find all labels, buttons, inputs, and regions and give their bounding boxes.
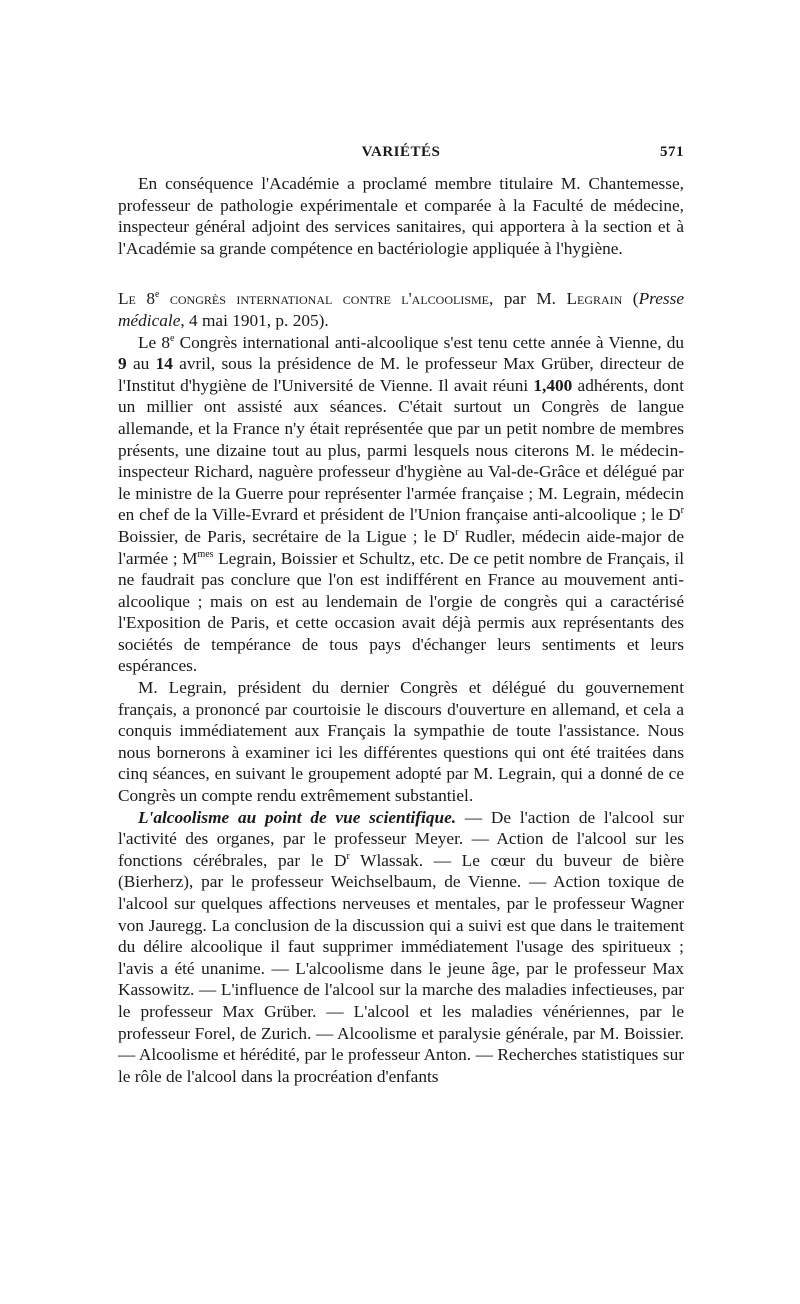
article-body [118, 173, 684, 1087]
section-heading-author: Legrain [566, 289, 623, 309]
paragraph-congres: Le 8e Congrès international anti-alcoolique s'est tenu cette année à Vienne, du 9 au 14 avril, sous la présidence de M. le professeur Max Grüber, directeur de l'Institut d'hygiène de l'Université de Vienne. Il avait réuni 1,400 adhérents, dont un millier ont assisté aux séances. C'était surtout un Congrès de langue allemande, et la France n'y était représentée que par un petit nombre de membres présents, une dizaine tout au plus, parmi lesquels nous citerons M. le médecin-inspecteur Richard, naguère professeur d'hygiène au Val-de-Grâce et délégué par le ministre de la Guerre pour représenter l'armée française ; M. Legrain, médecin en chef de la Ville-Evrard et président de l'Union française anti-alcoolique ; le $D^r$ Boissier, de Paris, secrétaire de la Ligue ; le $D^r$ Rudler, médecin aide-major de l'armée ; $M^{mes}$ Legrain, Boissier et Schultz, etc. De ce petit nombre de Français, il ne faudrait pas conclure que l'on est indifférent en France au mouvement anti-alcoolique ; mais on est au lendemain de l'orgie de congrès qui a caractérisé l'Exposition de Paris, et cette occasion avait déjà permis aux représentants des sociétés de tempérance de tous pays d'échanger leurs sentiments et leurs espérances. [118, 332, 685, 676]
paragraph-legrain: M. Legrain, président du dernier Congrès et délégué du gouvernement français, a prononcé par courtoisie le discours d'ouverture en allemand, et cela a conquis immédiatement aux Français la sympathie de toute l'assistance. Nous nous bornerons à examiner ici les différentes questions qui ont été traitées dans cinq séances, en suivant le groupement adopté par M. Legrain, qui a donné de ce Congrès un compte rendu extrêmement substantiel. [118, 678, 684, 806]
subsection-lead: L'alcoolisme au point de vue scientifique. [138, 807, 457, 827]
page-number: 571 [660, 144, 684, 160]
paragraph-scientifique: L'alcoolisme au point de vue scientifique. — De l'action de l'alcool sur l'activité des organes, par le professeur Meyer. — Action de l'alcool sur les fonctions cérébrales, par le $D^r$ Wlassak. — Le cœur du buveur de bière (Bierherz), par le professeur Weichselbaum, de Vienne. — Action toxique de l'alcool sur quelques affections nerveuses et mentales, par le professeur Wagner von Jauregg. La conclusion de la discussion qui a suivi est que dans le traitement du délire alcoolique il faut supprimer immédiatement l'usage des spiritueux ; l'avis a été unanime. — L'alcoolisme dans le jeune âge, par le professeur Max Kassowitz. — L'influence de l'alcool sur la marche des maladies infectieuses, par le professeur Max Grüber. — L'alcool et les maladies vénériennes, par le professeur Forel, de Zurich. — Alcoolisme et paralysie générale, par M. Boissier. — Alcoolisme et hérédité, par le professeur Anton. — Recherches statistiques sur le rôle de l'alcool dans la procréation d'enfants [118, 807, 684, 1086]
source-journal: Presse médicale [118, 289, 684, 330]
section-heading-title: congrès international contre l'alcoolisme, [159, 289, 494, 309]
running-title: VARIÉTÉS [361, 144, 441, 160]
paragraph-academie: En conséquence l'Académie a proclamé membre titulaire M. Chantemesse, professeur de pathologie expérimentale et comparée à la Faculté de médecine, inspecteur général adjoint des services sanitaires, qui apportera à la section et à l'Académie sa grande compétence en bactériologie appliquée à l'hygiène. [118, 174, 684, 258]
running-header [118, 144, 684, 168]
section-heading: Le 8e congrès international contre l'alcoolisme, par M. Legrain (Presse médicale, 4 mai 1901, p. 205). [118, 289, 684, 330]
